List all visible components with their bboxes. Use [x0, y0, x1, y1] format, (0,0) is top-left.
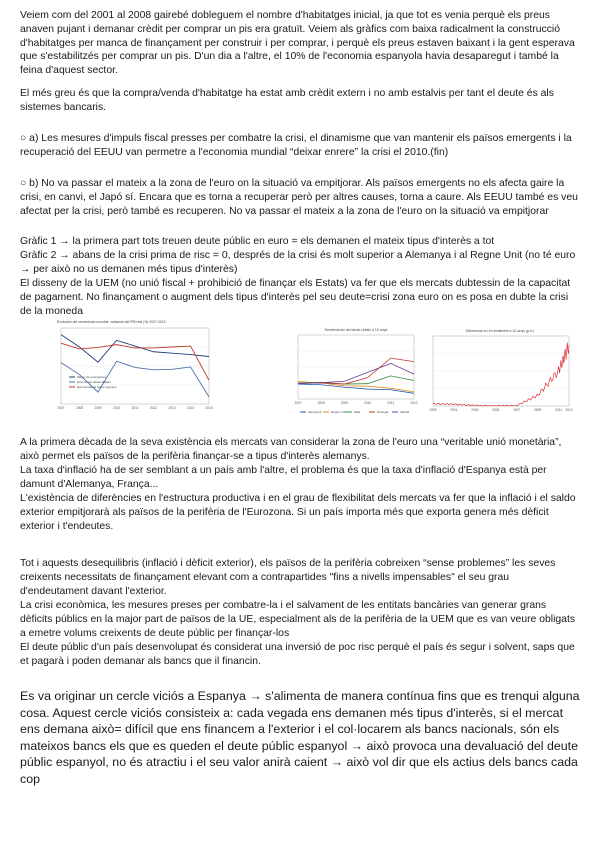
chart-title: Evolución del crecimiento mundial: variación del PIB real (%) 2007-2015 [57, 320, 166, 324]
legend-label: Mayor de emergentes [77, 375, 107, 379]
x-tick-label: 2007 [513, 408, 521, 412]
paragraph-economic-crisis: La crisi econòmica, les mesures preses per combatre-la i el salvament de les entitats bancàries van generar grans dèficits públics en la major part de països de la UE, especialment als de la perifèria de la UEM que es van veure obligats a emetre volums creixents de deute públic per finançar-los [20, 600, 576, 639]
x-tick-label: 2007 [294, 401, 302, 405]
chart-title: Rendimiento del deute públic a 10 anys [324, 328, 388, 332]
x-tick-label: 2009 [340, 401, 348, 405]
series-line [298, 384, 414, 393]
x-tick-label: 2011 [387, 401, 395, 405]
x-tick-label: 2013 [168, 406, 176, 410]
paragraph-point-b: ○ b) No va passar el mateix a la zona de l'euro on la situació va empitjorar. Als països emergents no els afecta gaire la crisi, en canvi, el Japó sí. Encara que es torna a recuperar però per altres causes, torna a caure. Als EEUU també es veu afectat per la crisi, però també es recuperen. No va passar el mateix a la zona de l'euro on la situació va empitjorar [20, 178, 578, 217]
x-tick-label: 2010 [364, 401, 372, 405]
paragraph-point-a: ○ a) Les mesures d'impuls fiscal presses per combatre la crisi, el dinamisme que van mantenir els països emergents i la recuperació del EEUU van permetre a l'economia mundial “deixar enrere” la crisi el 2010.(fin) [20, 133, 572, 158]
x-tick-label: 2014 [186, 406, 195, 410]
x-tick-label: 2015 [205, 406, 213, 410]
legend-label: Itàlia [354, 410, 361, 414]
x-tick-label: 2005 [492, 408, 500, 412]
figure-world-growth [55, 318, 215, 416]
legend-label: Irlanda [400, 410, 410, 414]
paragraph-housing-crisis: Veiem com del 2001 al 2008 gairebé dobleguem el nombre d'habitatges inicial, ja que tot es venia perquè els preus anaven pujant i demanar crèdit per comprar un pis era gratuït. Veiem als gràfics com baixa radicalment la construcció d'habitatges per manca de finançament per construir i per comprar, i perquè els preus estaven baixant i la gent esperava que s'estabilitzés per comprar un pis. D'un dia a l'altre, el 10% de l'economia espanyola havia desaparegut i també la feina d'aquest sector. [20, 10, 575, 77]
x-tick-label: 2009 [534, 408, 542, 412]
paragraph-chart-2-note: Gràfic 2 → abans de la crisi prima de risc = 0, després de la crisi és molt superior a Alemanya i al Regne Unit (no té euro → per això no us demanen més tipus d'interès) [20, 250, 576, 275]
x-tick-label: 2012 [565, 408, 573, 412]
paragraph-public-debt: El deute públic d'un país desenvolupat és considerat una inversió de poc risc perquè el país és segur i solvent, saps que et pagarà i poden demanar als bancs que il financin. [20, 642, 575, 667]
legend-label: Alemanya [308, 410, 322, 414]
legend-label: Portugal [377, 410, 389, 414]
x-tick-label: 2009 [94, 406, 102, 410]
x-tick-label: 2011 [131, 406, 139, 410]
series-line [433, 343, 569, 407]
figure-spread [425, 326, 575, 418]
x-tick-label: 2012 [410, 401, 418, 405]
chart-world-growth [55, 318, 215, 416]
series-line [298, 358, 414, 384]
chart-title: Diferencial en el rendiment a 10 anys (p.b.) [465, 329, 535, 333]
paragraph-productive-structure: L'existència de diferències en l'estructura productiva i en el grau de flexibilitat dels mercats va fer que la inflació i el saldo exterior empitjorarà als països de la perifèria de l'Eurozona. Si un país importa més que exporta genera més dèficit exterior i t'endeutes. [20, 493, 576, 532]
paragraph-imbalances: Tot i aquests desequilibris (inflació i dèficit exterior), els països de la perifèria cobreixen “sense problemes” les seves creixents necessitats de finançament elevant com a contrapartides "fins a nivells impensables" el seu grau d'endeutament davant l'exterior. [20, 558, 556, 597]
x-tick-label: 2003 [471, 408, 479, 412]
legend-label: Economías desarrolladas [77, 380, 111, 384]
x-tick-label: 2008 [317, 401, 325, 405]
x-tick-label: 2010 [112, 406, 121, 410]
paragraph-chart-1-note: Gràfic 1 → la primera part tots treuen deute públic en euro = els demanen el mateix tipus d'interès a tot [20, 236, 495, 247]
x-tick-label: 2001 [450, 408, 458, 412]
x-tick-label: 2008 [75, 406, 84, 410]
legend-label: Economías de bajos ingresos [77, 385, 117, 389]
figure-bond-yields [292, 325, 420, 417]
paragraph-first-decade: A la primera dècada de la seva existència els mercats van considerar la zona de l'euro una “veritable unió monetària”, això permet els països de la perifèria finançar-se a tipus d'interès alemanys. [20, 437, 562, 462]
x-tick-label: 2007 [57, 406, 65, 410]
x-tick-label: 2012 [149, 406, 158, 410]
paragraph-vicious-circle: Es va originar un cercle viciós a Espanya → s'alimenta de manera contínua fins que es trenqui alguna cosa. Aquest cercle viciós consisteix a: cada vegada ens demanen més tipus d'interès, si el mercat ens demana això= difícil que ens financem a l'exterior i el col·locarem als bancs nacionals, són els mateixos bancs els que es queden el deute públic espanyol → això provoca una devaluació del deute públic espanyol, no és atractiu i el seu valor anirà caient → això vol dir que els actius dels bancs cada cop [20, 689, 580, 786]
x-tick-label: 2011 [555, 408, 562, 412]
paragraph-inflation: La taxa d'inflació ha de ser semblant a un país amb l'altre, el problema és que la taxa d'inflació d'Espanya està per damunt d'Alemanya, França... [20, 465, 547, 490]
paragraph-bank-debt: El més greu és que la compra/venda d'habitatge ha estat amb crèdit extern i no amb estalvis per tant el deute és als sistemes bancaris. [20, 88, 554, 113]
chart-bond-yields [292, 325, 420, 417]
x-tick-label: 1999 [429, 408, 437, 412]
chart-spread [425, 326, 575, 418]
paragraph-uem-design: El disseny de la UEM (no unió fiscal + prohibició de finançar els Estats) va fer que els mercats dubtessin de la capacitat de pagament. No finançament o augment dels tipus d'interès pel seu deute=crisi zona euro on es posa en dubte la crisi de la moneda [20, 278, 571, 317]
legend-label: Regne Unit [331, 410, 347, 414]
